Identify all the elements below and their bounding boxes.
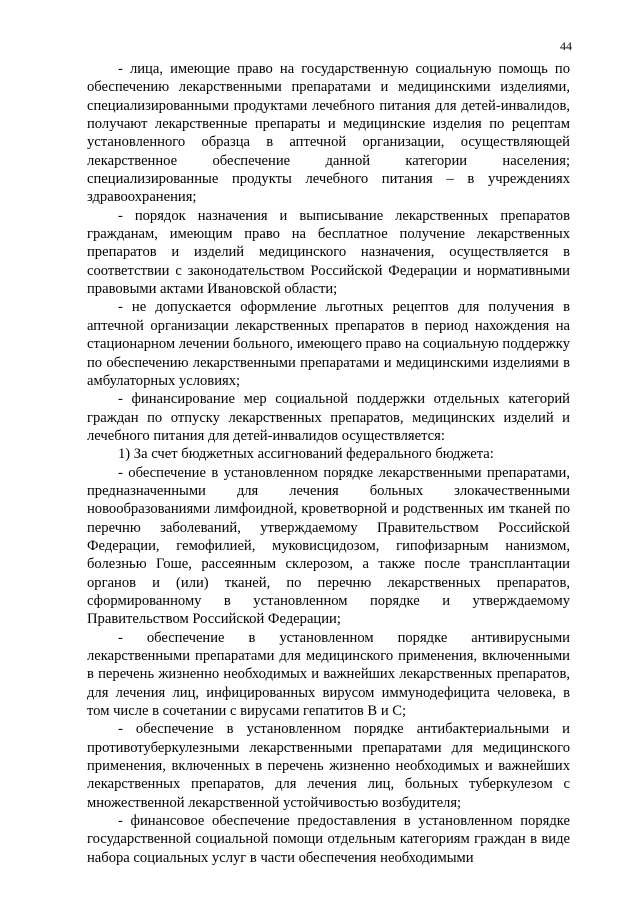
paragraph-antiviral-provision: - обеспечение в установленном порядке антивирусными лекарственными препаратами для медицинского применения, включенными в перечень жизненно необходимых и важнейших лекарственных препаратов, для лечения лиц, инфицированных вирусом иммунодефицита человека, в том числе в сочетании с вирусами гепатитов B и C; (87, 629, 570, 720)
paragraph-tuberculosis-provision: - обеспечение в установленном порядке антибактериальными и противотуберкулезными лекарственными препаратами для медицинского применения, включенных в перечень жизненно необходимых и важнейших лекарственных препаратов, для лечения лиц, больных туберкулезом с множественной лекарственной устойчивостью возбудителя; (87, 721, 570, 811)
paragraph-financing-intro: - финансирование мер социальной поддержки отдельных категорий граждан по отпуску лекарственных препаратов, медицинских изделий и лечебного питания для детей-инвалидов осуществляется: (87, 391, 570, 444)
paragraph-inpatient-restriction: - не допускается оформление льготных рецептов для получения в аптечной организации лекарственных препаратов в период нахождения на стационарном лечении больного, имеющего право на социальную поддержку по обеспечению лекарственными препаратами и медицинскими изделиями в амбулаторных условиях; (87, 299, 570, 389)
paragraph-social-assistance-persons: - лица, имеющие право на государственную социальную помощь по обеспечению лекарственными препаратами и медицинскими изделиями, специализированными продуктами лечебного питания для детей-инвалидов, получают лекарственные препараты и медицинские изделия по рецептам установленного образца в аптечной организации, осуществляющей лекарственное обеспечение данной категории населения; специализированные продукты лечебного питания – в учреждениях здравоохранения; (87, 61, 570, 206)
paragraph-oncology-hemophilia-provision: - обеспечение в установленном порядке лекарственными препаратами, предназначенными для лечения больных злокачественными новообразованиями лимфоидной, кроветворной и родственных им тканей по перечню заболеваний, утверждаемому Правительством Российской Федерации, гемофилией, муковисцидозом, гипофизарным нанизмом, болезнью Гоше, рассеянным склерозом, а также после трансплантации органов и (или) тканей, по перечню лекарственных препаратов, сформированному в установленном порядке и утверждаемому Правительством Российской Федерации; (87, 464, 570, 628)
paragraph-social-services-financing: - финансовое обеспечение предоставления в установленном порядке государственной социальной помощи отдельным категориям граждан в виде набора социальных услуг в части обеспечения необходимыми (87, 813, 570, 866)
paragraph-prescription-procedure: - порядок назначения и выписывание лекарственных препаратов гражданам, имеющим право на бесплатное получение лекарственных препаратов и изделий медицинского назначения, осуществляется в соответствии с законодательством Российской Федерации и нормативными правовыми актами Ивановской области; (87, 207, 570, 298)
document-body (87, 60, 570, 867)
paragraph-federal-budget-heading: 1) За счет бюджетных ассигнований федерального бюджета: (118, 446, 494, 463)
page-number: 44 (560, 39, 572, 53)
